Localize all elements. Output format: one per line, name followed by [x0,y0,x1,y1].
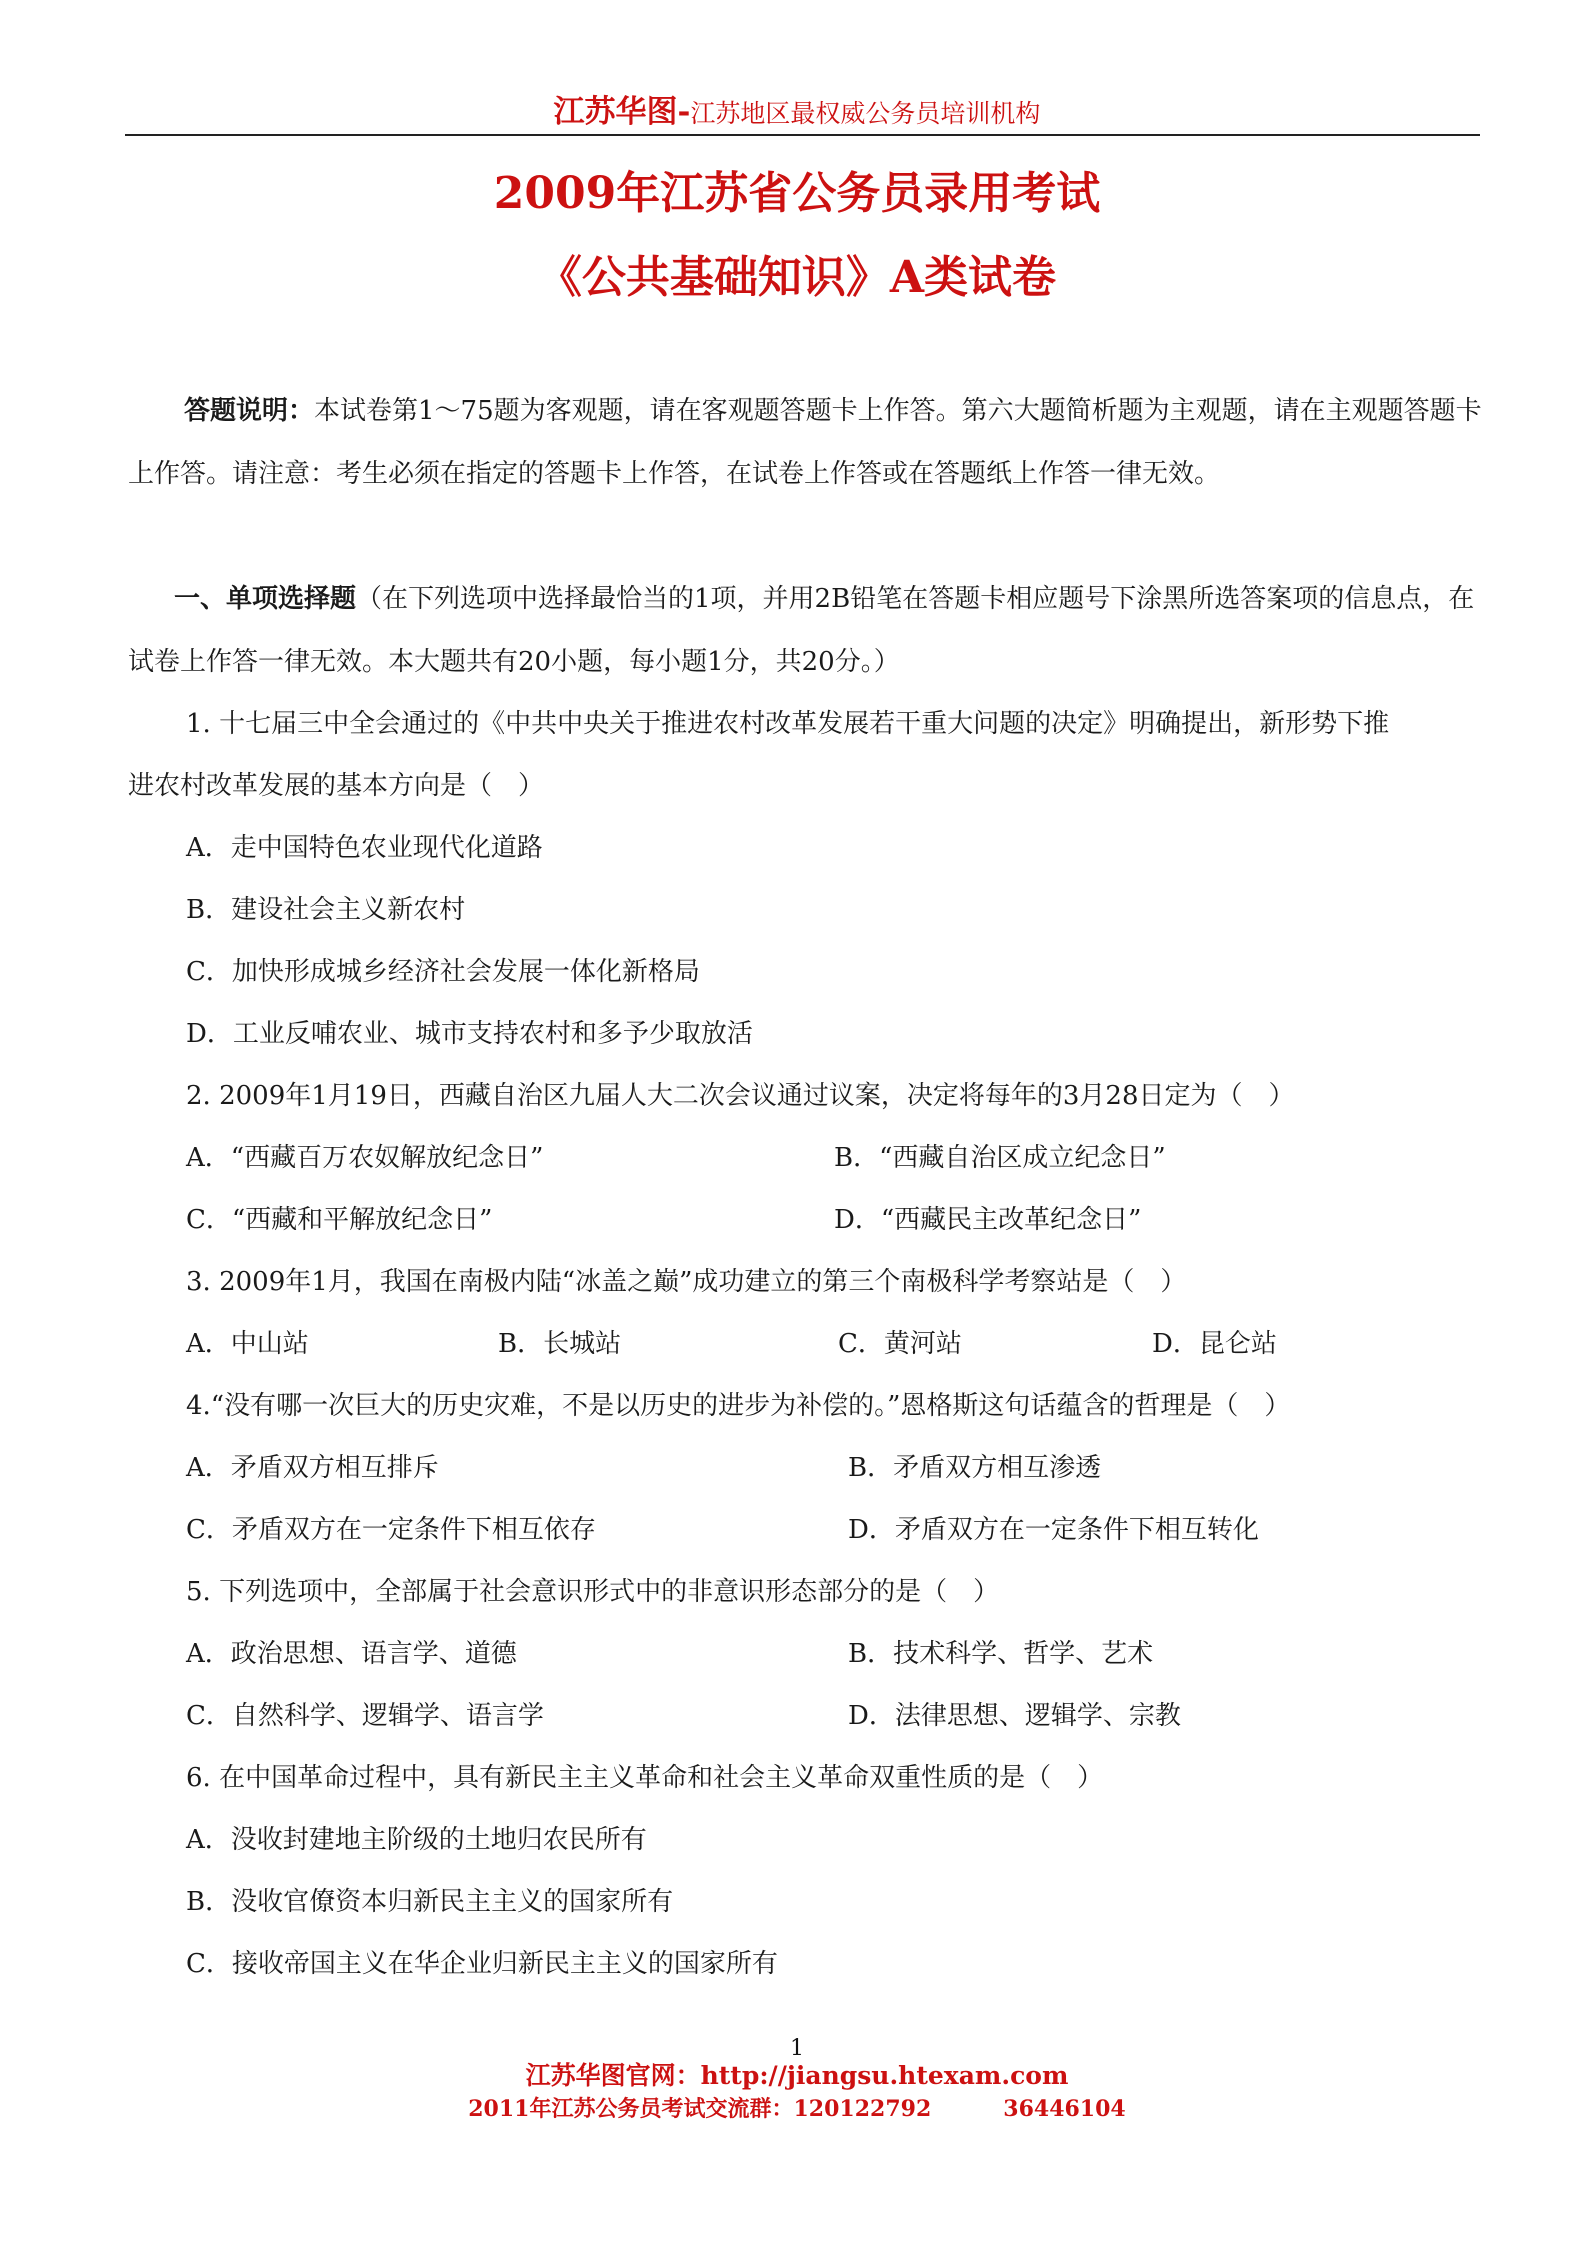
question-3-option-b: B．长城站 [498,1329,622,1359]
page-header [0,92,1594,137]
question-6-stem: 6. 在中国革命过程中，具有新民主主义革命和社会主义革命双重性质的是（ ） [186,1763,1104,1793]
question-1-stem-line-2: 进农村改革发展的基本方向是（ ） [128,771,545,801]
question-2-option-c: C．“西藏和平解放纪念日” [186,1205,493,1235]
header-tagline: 江苏地区最权威公务员培训机构 [690,99,1041,128]
question-5-option-b: B．技术科学、哲学、艺术 [848,1639,1154,1669]
question-2-option-b: B．“西藏自治区成立纪念日” [834,1143,1166,1173]
instructions-paragraph [128,380,1483,506]
instructions-label: 答题说明： [184,396,315,426]
header-divider [125,134,1480,136]
question-3-option-d: D．昆仑站 [1152,1329,1277,1359]
question-2-option-a: A．“西藏百万农奴解放纪念日” [186,1143,544,1173]
question-4-option-b: B．矛盾双方相互渗透 [848,1453,1102,1483]
question-2-stem: 2. 2009年1月19日，西藏自治区九届人大二次会议通过议案，决定将每年的3月28日定为（ ） [186,1081,1295,1111]
footer-group-label: 2011年江苏公务员考试交流群： [468,2096,794,2122]
question-3-option-c: C．黄河站 [838,1329,962,1359]
footer-website: 江苏华图官网：http://jiangsu.htexam.com [525,2061,1069,2090]
footer-group-number-2: 36446104 [1003,2096,1126,2122]
question-1-option-a: A．走中国特色农业现代化道路 [186,833,543,863]
question-2-option-d: D．“西藏民主改革纪念日” [834,1205,1142,1235]
question-1-stem-line-1: 1. 十七届三中全会通过的《中共中央关于推进农村改革发展若干重大问题的决定》明确提出，新形势下推 [186,709,1390,739]
question-4-option-c: C．矛盾双方在一定条件下相互依存 [186,1515,596,1545]
question-1-option-b: B．建设社会主义新农村 [186,895,466,925]
question-6-option-a: A．没收封建地主阶级的土地归农民所有 [186,1825,647,1855]
section-1-text: （在下列选项中选择最恰当的1项，并用2B铅笔在答题卡相应题号下涂黑所选答案项的信息点，在试卷上作答一律无效。本大题共有20小题，每小题1分，共20分。） [128,584,1475,677]
footer-group-number-1: 120122792 [793,2096,932,2122]
instructions-text: 本试卷第1～75题为客观题，请在客观题答题卡上作答。第六大题简析题为主观题，请在主观题答题卡上作答。请注意：考生必须在指定的答题卡上作答，在试卷上作答或在答题纸上作答一律无效。 [128,396,1482,489]
page-number: 1 [790,2036,804,2061]
question-1-option-d: D．工业反哺农业、城市支持农村和多予少取放活 [186,1019,753,1049]
question-6-option-c: C．接收帝国主义在华企业归新民主主义的国家所有 [186,1949,778,1979]
question-1-option-c: C．加快形成城乡经济社会发展一体化新格局 [186,957,700,987]
section-1-heading [128,568,1483,694]
question-3-option-a: A．中山站 [186,1329,309,1359]
question-4-option-a: A．矛盾双方相互排斥 [186,1453,439,1483]
question-5-option-d: D．法律思想、逻辑学、宗教 [848,1701,1181,1731]
exam-title: 2009年江苏省公务员录用考试 [493,168,1101,219]
header-brand: 江苏华图- [553,94,691,130]
question-6-option-b: B．没收官僚资本归新民主主义的国家所有 [186,1887,674,1917]
footer-group-line [0,2094,1594,2124]
section-1-label: 一、单项选择题 [174,584,357,614]
question-4-stem: 4.“没有哪一次巨大的历史灾难，不是以历史的进步为补偿的。”恩格斯这句话蕴含的哲理是（ ） [186,1391,1291,1421]
question-5-option-a: A．政治思想、语言学、道德 [186,1639,517,1669]
question-4-option-d: D．矛盾双方在一定条件下相互转化 [848,1515,1259,1545]
exam-subtitle: 《公共基础知识》A类试卷 [537,252,1057,303]
question-3-stem: 3. 2009年1月，我国在南极内陆“冰盖之巅”成功建立的第三个南极科学考察站是（ ） [186,1267,1187,1297]
question-5-stem: 5. 下列选项中，全部属于社会意识形式中的非意识形态部分的是（ ） [186,1577,1000,1607]
question-5-option-c: C．自然科学、逻辑学、语言学 [186,1701,544,1731]
